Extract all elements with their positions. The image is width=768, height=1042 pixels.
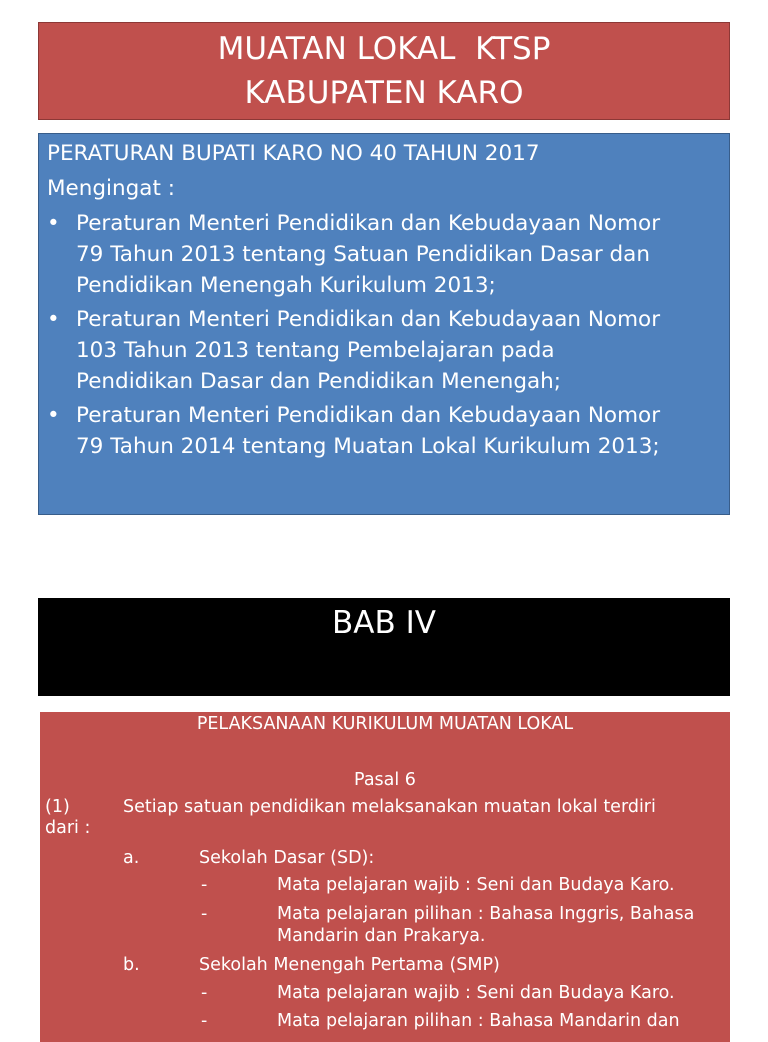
subject-item: Mata pelajaran pilihan : Bahasa Inggris, Bahasa bbox=[277, 904, 695, 924]
pasal-label: Pasal 6 bbox=[354, 770, 416, 790]
subject-item: Mata pelajaran wajib : Seni dan Budaya Karo. bbox=[277, 875, 675, 895]
sub-item-label: b. bbox=[123, 955, 140, 975]
dash-marker: - bbox=[201, 875, 208, 895]
regulation-item bbox=[47, 400, 719, 462]
content-box bbox=[40, 712, 730, 1042]
regulation-item-line: 103 Tahun 2013 tentang Pembelajaran pada bbox=[76, 338, 555, 363]
regulation-item-line: 79 Tahun 2014 tentang Muatan Lokal Kurikulum 2013; bbox=[76, 434, 660, 459]
sub-item-text: Sekolah Dasar (SD): bbox=[199, 848, 375, 868]
bullet-icon: • bbox=[47, 307, 60, 332]
clause-number: (1) bbox=[45, 797, 70, 817]
clause-text: Setiap satuan pendidikan melaksanakan muatan lokal terdiri bbox=[123, 797, 656, 817]
regulation-item-line: Peraturan Menteri Pendidikan dan Kebudayaan Nomor bbox=[76, 211, 661, 236]
title-line-1: MUATAN LOKAL KTSP bbox=[217, 31, 551, 67]
regulation-item-line: Peraturan Menteri Pendidikan dan Kebudayaan Nomor bbox=[76, 403, 661, 428]
chapter-title: BAB IV bbox=[332, 605, 436, 641]
regulation-item bbox=[47, 304, 719, 397]
content-heading: PELAKSANAAN KURIKULUM MUATAN LOKAL bbox=[196, 714, 574, 734]
regulation-item-line: Pendidikan Menengah Kurikulum 2013; bbox=[76, 273, 496, 298]
dash-marker: - bbox=[201, 904, 208, 924]
regulation-item bbox=[47, 208, 719, 301]
regulation-box bbox=[38, 133, 730, 515]
bullet-icon: • bbox=[47, 211, 60, 236]
regulation-item-line: 79 Tahun 2013 tentang Satuan Pendidikan Dasar dan bbox=[76, 242, 650, 267]
slide-title-box bbox=[38, 22, 730, 120]
subject-item-continuation: Mandarin dan Prakarya. bbox=[277, 926, 486, 946]
dash-marker: - bbox=[201, 1011, 208, 1031]
clause-continuation: dari : bbox=[45, 818, 91, 838]
sub-item-label: a. bbox=[123, 848, 140, 868]
title-line-2: KABUPATEN KARO bbox=[244, 75, 524, 111]
regulation-item-line: Pendidikan Dasar dan Pendidikan Menengah; bbox=[76, 369, 562, 394]
sub-item-text: Sekolah Menengah Pertama (SMP) bbox=[199, 955, 500, 975]
subject-item: Mata pelajaran pilihan : Bahasa Mandarin dan bbox=[277, 1011, 680, 1031]
dash-marker: - bbox=[201, 983, 208, 1003]
regulation-subheading: Mengingat : bbox=[47, 176, 175, 201]
regulation-heading: PERATURAN BUPATI KARO NO 40 TAHUN 2017 bbox=[47, 141, 540, 166]
subject-item: Mata pelajaran wajib : Seni dan Budaya Karo. bbox=[277, 983, 675, 1003]
chapter-bar bbox=[38, 598, 730, 696]
regulation-item-line: Peraturan Menteri Pendidikan dan Kebudayaan Nomor bbox=[76, 307, 661, 332]
bullet-icon: • bbox=[47, 403, 60, 428]
